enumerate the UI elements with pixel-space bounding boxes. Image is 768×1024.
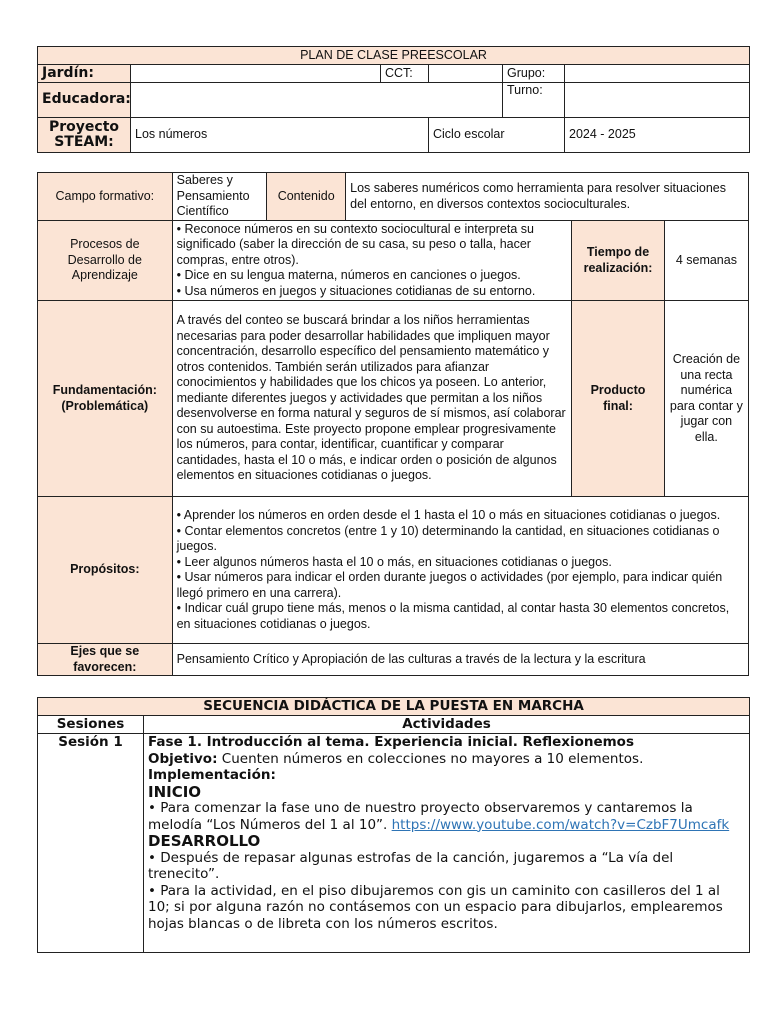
contenido-label: Contenido <box>267 173 346 221</box>
producto-label: Producto final: <box>572 301 665 497</box>
plan-table <box>37 172 749 676</box>
producto-value: Creación de una recta numérica para contar y jugar con ella. <box>664 301 748 497</box>
header-table <box>37 46 750 153</box>
fundamentacion-text: A través del conteo se buscará brindar a los niños herramientas necesarias para poder desarrollar habilidades que impliquen mayor concentración, desarrollo específico del pensamiento matemático y otros contenidos. También serán utilizados para afianzar conocimientos y habilidades que los chicos ya poseen. Lo anterior, mediante diferentes juegos y actividades que permitan a los niños desenvolverse en forma natural y seguros de sí mismos, así colaborar con su autoestima. Este proyecto propone emplear progresivamente los números, para contar, identificar, cuantificar y comparar cantidades, hasta el 10 o más, e indicar orden o posición de algunos elementos en situaciones cotidianas o juegos. <box>172 301 572 497</box>
jardin-label: Jardín: <box>38 65 131 83</box>
plan-title: PLAN DE CLASE PREESCOLAR <box>38 47 750 65</box>
proposito-item: • Indicar cuál grupo tiene más, menos o la misma cantidad, al contar hasta 30 elementos concretos, en situaciones cotidianas o juegos. <box>176 601 730 631</box>
grupo-field[interactable] <box>565 65 750 83</box>
pda-item: • Usa números en juegos y situaciones cotidianas de su entorno. <box>176 283 536 298</box>
campo-value: Saberes y Pensamiento Científico <box>172 173 267 221</box>
objetivo-line <box>148 751 745 768</box>
proyecto-value: Los números <box>131 118 429 153</box>
tiempo-label: Tiempo de realización: <box>572 221 665 301</box>
secuencia-table <box>37 697 750 953</box>
grupo-label: Grupo: <box>503 65 565 83</box>
propositos-list <box>172 497 748 644</box>
fundamentacion-label: Fundamentación: (Problemática) <box>38 301 173 497</box>
sesion-label: Sesión 1 <box>38 734 144 953</box>
desarrollo-item: • Después de repasar algunas estrofas de la canción, jugaremos a “La vía del trenecito”. <box>148 849 674 882</box>
proposito-item: • Usar números para indicar el orden durante juegos o actividades (por ejemplo, para indicar quién llegó primero en una carrera). <box>176 570 723 600</box>
youtube-link[interactable]: https://www.youtube.com/watch?v=CzbF7Umcafk <box>391 816 730 833</box>
contenido-value: Los saberes numéricos como herramienta para resolver situaciones del entorno, en diversos contextos socioculturales. <box>346 173 749 221</box>
ejes-label: Ejes que se favorecen: <box>38 644 173 676</box>
proposito-item: • Aprender los números en orden desde el 1 hasta el 10 o más en situaciones cotidianas o juegos. <box>176 508 721 522</box>
ciclo-label: Ciclo escolar <box>429 118 565 153</box>
inicio-heading: INICIO <box>148 782 202 801</box>
proyecto-label: Proyecto STEAM: <box>38 118 131 153</box>
inicio-text: • Para comenzar la fase uno de nuestro proyecto observaremos y cantaremos la melodía “Los Números del 1 al 10”. <box>148 800 693 833</box>
cct-field[interactable] <box>429 65 503 83</box>
pda-label: Procesos de Desarrollo de Aprendizaje <box>38 221 173 301</box>
objetivo-label: Objetivo: <box>148 750 218 767</box>
turno-field[interactable] <box>565 83 750 118</box>
secuencia-title: SECUENCIA DIDÁCTICA DE LA PUESTA EN MARCHA <box>38 698 750 716</box>
fase-title: Fase 1. Introducción al tema. Experiencia inicial. Reflexionemos <box>148 734 634 750</box>
objetivo-text: Cuenten números en colecciones no mayores a 10 elementos. <box>217 750 644 767</box>
propositos-label: Propósitos: <box>38 497 173 644</box>
inicio-paragraph <box>148 800 745 833</box>
tiempo-value: 4 semanas <box>664 221 748 301</box>
sesion-actividades <box>144 734 750 953</box>
desarrollo-item: • Para la actividad, en el piso dibujaremos con gis un caminito con casilleros del 1 al 10; si por alguna razón no contásemos con un espacio para dibujarlos, emplearemos hojas blancas o de libreta con los números escritos. <box>148 882 723 932</box>
jardin-field[interactable] <box>131 65 381 83</box>
proposito-item: • Contar elementos concretos (entre 1 y 10) determinando la cantidad, en situaciones cotidianas o juegos. <box>176 523 720 553</box>
educadora-field[interactable] <box>131 83 503 118</box>
pda-item: • Dice en su lengua materna, números en canciones o juegos. <box>176 268 521 283</box>
col-actividades: Actividades <box>144 716 750 734</box>
proposito-item: • Leer algunos números hasta el 10 o más, en situaciones cotidianas o juegos. <box>176 554 612 569</box>
ejes-value: Pensamiento Crítico y Apropiación de las culturas a través de la lectura y la escritura <box>172 644 748 676</box>
cct-label: CCT: <box>381 65 429 83</box>
ciclo-value: 2024 - 2025 <box>565 118 750 153</box>
educadora-label: Educadora: <box>38 83 131 118</box>
implementacion-heading: Implementación: <box>148 767 276 783</box>
campo-label: Campo formativo: <box>38 173 173 221</box>
desarrollo-heading: DESARROLLO <box>148 832 261 850</box>
turno-label: Turno: <box>503 83 565 118</box>
pda-list <box>172 221 572 301</box>
pda-item: • Reconoce números en su contexto sociocultural e interpreta su significado (saber la dirección de su casa, su peso o talla, hacer compras, entre otros). <box>176 221 534 267</box>
col-sesiones: Sesiones <box>38 716 144 734</box>
